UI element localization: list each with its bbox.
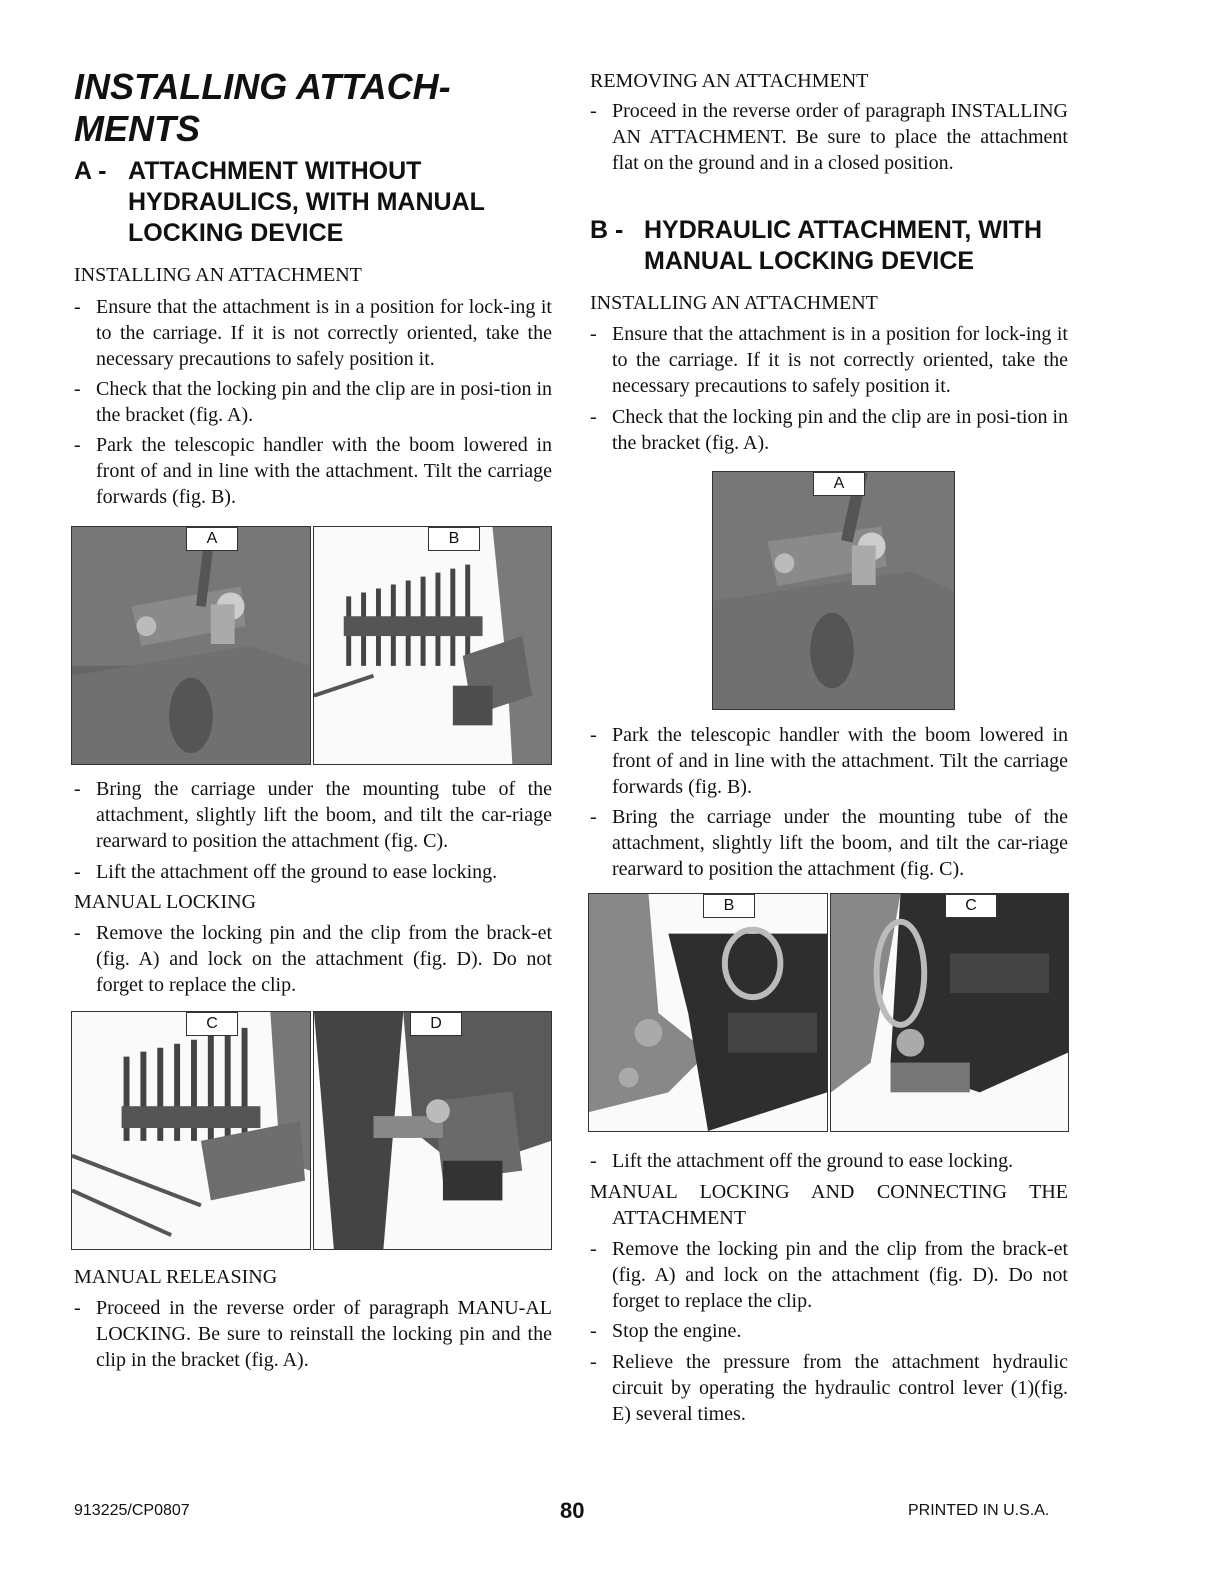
left-manual-locking-item: - Remove the locking pin and the clip from the brack-et (fig. A) and lock on the attachment (fig. D). Do not forget to replace the clip. <box>74 922 552 996</box>
section-b-letter: B - <box>590 216 624 244</box>
figure-b-label: B <box>428 527 480 551</box>
right-manual-locking-item-1: - Remove the locking pin and the clip from the brack-et (fig. A) and lock on the attachment (fig. D). Do not forget to replace the clip. <box>590 1238 1068 1312</box>
figure-c-right-label: C <box>945 894 997 918</box>
figure-c-right-illustration <box>831 894 1068 1131</box>
section-b-title: HYDRAULIC ATTACHMENT, WITH MANUAL LOCKING DEVICE <box>644 216 1043 275</box>
left-item-bring-carriage: - Bring the carriage under the mounting tube of the attachment, slightly lift the boom, and tilt the car-riage rearward to position the attachment (fig. C). <box>74 778 552 852</box>
figure-c-illustration <box>72 1012 310 1249</box>
figure-b-right-hydraulic <box>588 893 828 1132</box>
figure-b-carriage-tilted <box>313 526 552 765</box>
right-manual-locking-item-2: - Stop the engine. <box>590 1320 742 1342</box>
right-item-park-handler: - Park the telescopic handler with the boom lowered in front of and in line with the attachment. Tilt the carriage forwards (fig. B). <box>590 724 1068 798</box>
left-item-lift-attachment: - Lift the attachment off the ground to ease locking. <box>74 861 498 883</box>
right-install-item-1: - Ensure that the attachment is in a position for lock-ing it to the carriage. If it is not correctly oriented, take the necessary precautions to safely position it. <box>590 323 1068 397</box>
footer-doc-number: 913225/CP0807 <box>74 1502 190 1519</box>
right-manual-locking-heading-line1: MANUAL LOCKING AND CONNECTING THE <box>590 1181 1068 1203</box>
left-install-item-2: - Check that the locking pin and the clip are in posi-tion in the bracket (fig. A). <box>74 378 553 426</box>
right-manual-locking-item-3: - Relieve the pressure from the attachment hydraulic circuit by operating the hydraulic control lever (1)(fig. E) several times. <box>590 1351 1068 1425</box>
left-manual-locking-heading: MANUAL LOCKING <box>74 891 257 913</box>
section-a-letter: A - <box>74 157 107 185</box>
right-removing-item: - Proceed in the reverse order of paragraph INSTALLING AN ATTACHMENT. Be sure to place the attachment flat on the ground and in a closed position. <box>590 100 1068 174</box>
section-a-title: ATTACHMENT WITHOUT HYDRAULICS, WITH MANUAL LOCKING DEVICE <box>128 157 485 247</box>
figure-a-illustration <box>72 527 310 764</box>
figure-d-illustration <box>314 1012 551 1249</box>
footer-page-number: 80 <box>560 1498 585 1523</box>
figure-d-label: D <box>410 1012 462 1036</box>
right-manual-locking-heading-line2: ATTACHMENT <box>612 1207 746 1229</box>
section-b-heading <box>590 215 1068 279</box>
left-manual-releasing-heading: MANUAL RELEASING <box>74 1266 278 1288</box>
page-title-line1: INSTALLING ATTACH- <box>74 66 451 107</box>
left-install-item-1: - Ensure that the attachment is in a position for lock-ing it to the carriage. If it is not correctly oriented, take the necessary precautions to safely position it. <box>74 296 552 370</box>
figure-a-right-locking-pin <box>712 471 955 710</box>
left-install-item-3: - Park the telescopic handler with the boom lowered in front of and in line with the attachment. Tilt the carriage forwards (fig. B). <box>74 434 552 508</box>
left-installing-heading: INSTALLING AN ATTACHMENT <box>74 264 362 286</box>
figure-d-locking-pin-engaged <box>313 1011 552 1250</box>
left-manual-releasing-item: - Proceed in the reverse order of paragraph MANU-AL LOCKING. Be sure to reinstall the locking pin and the clip in the bracket (fig. A). <box>74 1297 552 1371</box>
right-item-bring-carriage: - Bring the carriage under the mounting tube of the attachment, slightly lift the boom, and tilt the car-riage rearward to position the attachment (fig. C). <box>590 806 1068 880</box>
figure-b-illustration <box>314 527 551 764</box>
figure-a-right-illustration <box>713 472 954 709</box>
page-title-line2: MENTS <box>74 108 200 149</box>
right-item-lift-attachment: - Lift the attachment off the ground to ease locking. <box>590 1150 1014 1172</box>
right-installing-heading: INSTALLING AN ATTACHMENT <box>590 292 878 314</box>
figure-c-carriage-rearward <box>71 1011 311 1250</box>
figure-a-right-label: A <box>813 472 865 496</box>
section-a-heading <box>74 156 552 252</box>
footer-printed: PRINTED IN U.S.A. <box>908 1502 1050 1519</box>
figure-b-right-label: B <box>703 894 755 918</box>
right-install-item-2: - Check that the locking pin and the clip are in posi-tion in the bracket (fig. A). <box>590 406 1069 454</box>
figure-b-right-illustration <box>589 894 827 1131</box>
right-removing-heading: REMOVING AN ATTACHMENT <box>590 70 869 92</box>
figure-a-label: A <box>186 527 238 551</box>
figure-a-locking-pin <box>71 526 311 765</box>
figure-c-right-hydraulic <box>830 893 1069 1132</box>
figure-c-label: C <box>186 1012 238 1036</box>
